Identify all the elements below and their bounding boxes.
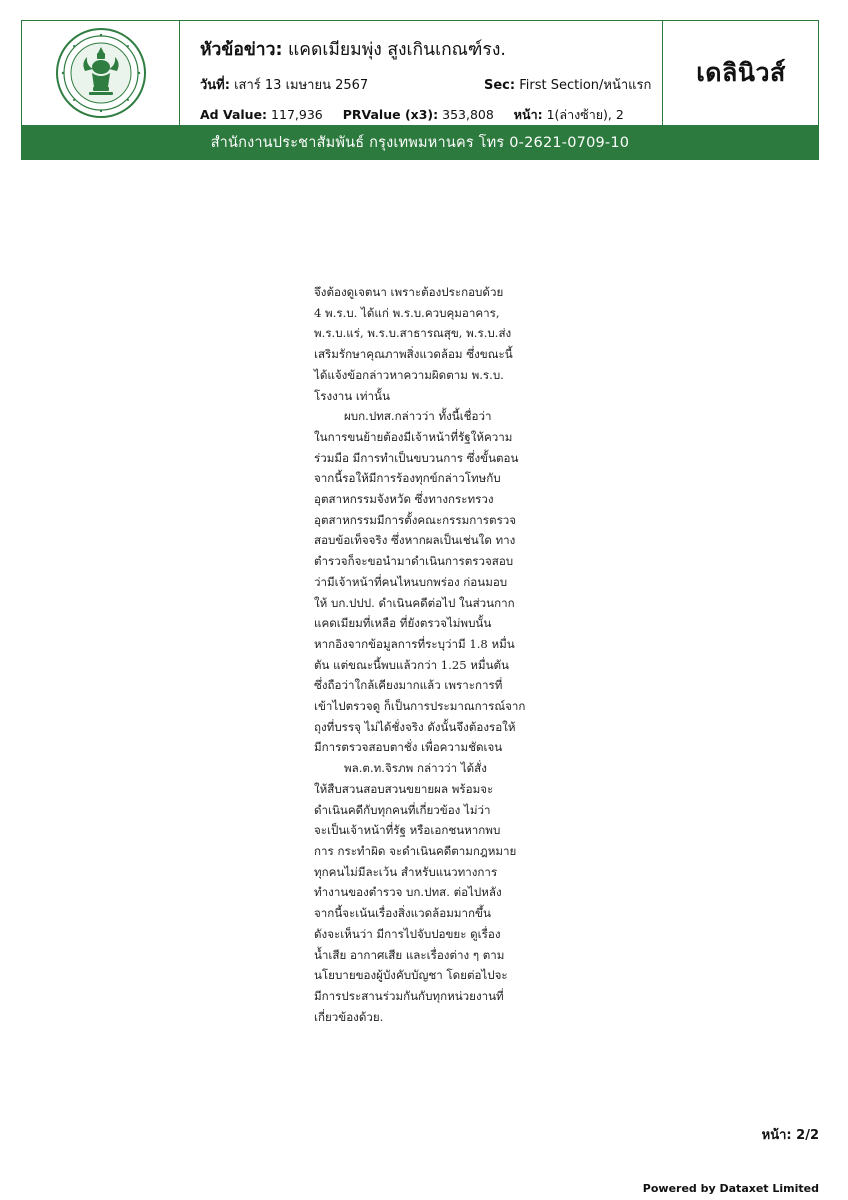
article-line: ให้ บก.ปปป. ดำเนินคดีต่อไป ในส่วนกาก [314, 595, 515, 610]
page-indicator: หน้า: 2/2 [761, 1128, 819, 1143]
value-row [200, 105, 662, 125]
date-row [200, 74, 662, 92]
article-line: 4 พ.ร.บ. ได้แก่ พ.ร.บ.ควบคุมอาคาร, [314, 305, 500, 320]
article-body [314, 282, 540, 1027]
article-line: โรงงาน เท่านั้น [314, 388, 390, 403]
article-line: พล.ต.ท.จิรภพ กล่าวว่า ได้สั่ง [344, 761, 487, 776]
article-line: ตัน แต่ขณะนี้พบแล้วกว่า 1.25 หมื่นตัน [314, 657, 509, 672]
article-line: มีการประสานร่วมกันกับทุกหน่วยงานที่ [314, 988, 504, 1003]
article-line: นโยบายของผู้บังคับบัญชา โดยต่อไปจะ [314, 968, 508, 983]
article-line: เสริมรักษาคุณภาพสิ่งแวดล้อม ซึ่งขณะนี้ [314, 347, 513, 362]
ad-value: 117,936 [271, 107, 323, 122]
bangkok-metropolitan-seal-icon [55, 27, 147, 119]
article-line: อุตสาหกรรมมีการตั้งคณะกรรมการตรวจ [314, 512, 517, 527]
article-line: ได้แจ้งข้อกล่าวหาความผิดตาม พ.ร.บ. [314, 367, 504, 382]
article-line: จากนี้จะเน้นเรื่องสิ่งแวดล้อมมากขึ้น [314, 906, 491, 921]
clipping-info [180, 21, 663, 125]
article-line: ดำเนินคดีกับทุกคนที่เกี่ยวข้อง ไม่ว่า [314, 802, 491, 817]
powered-by: Powered by Dataxet Limited [642, 1182, 819, 1195]
agency-contact-text: สำนักงานประชาสัมพันธ์ กรุงเทพมหานคร โทร 0-2621-0709-10 [210, 134, 630, 151]
agency-bar [22, 125, 818, 159]
article-line: ในการขนย้ายต้องมีเจ้าหน้าที่รัฐให้ความ [314, 429, 513, 444]
article-line: แคดเมียมที่เหลือ ที่ยังตรวจไม่พบนั้น [314, 616, 492, 631]
article-line: ว่ามีเจ้าหน้าที่คนไหนบกพร่อง ก่อนมอบ [314, 574, 508, 589]
article-line: พ.ร.บ.แร่, พ.ร.บ.สาธารณสุข, พ.ร.บ.ส่ง [314, 326, 512, 341]
section-value: First Section/หน้าแรก [519, 78, 652, 93]
article-line: เข้าไปตรวจดู ก็เป็นการประมาณการณ์จาก [314, 699, 526, 714]
ad-value-label: Ad Value: [200, 107, 268, 122]
article-line: เกี่ยวข้องด้วย. [314, 1009, 384, 1024]
article-line: น้ำเสีย อากาศเสีย และเรื่องต่าง ๆ ตาม [314, 947, 505, 962]
date-value: เสาร์ 13 เมษายน 2567 [234, 78, 369, 93]
article-line: การ กระทำผิด จะดำเนินคดีตามกฎหมาย [314, 843, 517, 858]
article-line: ทำงานของตำรวจ บก.ปทส. ต่อไปหลัง [314, 885, 502, 900]
article-line: ดังจะเห็นว่า มีการไปจับปอขยะ ดูเรื่อง [314, 926, 501, 941]
logo-cell [22, 21, 180, 125]
article-line: ร่วมมือ มีการทำเป็นขบวนการ ซึ่งขั้นตอน [314, 450, 519, 465]
headline-text: แคดเมียมพุ่ง สูงเกินเกณฑ์รง. [288, 40, 506, 60]
section-label: Sec: [484, 78, 516, 93]
article-line: ซึ่งถือว่าใกล้เคียงมากแล้ว เพราะการที่ [314, 678, 503, 693]
article-line: ให้สืบสวนสอบสวนขยายผล พร้อมจะ [314, 781, 494, 796]
pr-value-label: PRValue (x3): [342, 107, 439, 122]
article-line: ตำรวจก็จะขอนำมาดำเนินการตรวจสอบ [314, 554, 514, 569]
headline-label: หัวข้อข่าว: [200, 40, 283, 60]
newspaper-brand: เดลินิวส์ [696, 58, 786, 87]
article-line: ถุงที่บรรจุ ไม่ได้ชั่งจริง ดังนั้นจึงต้องรอให้ [314, 719, 516, 734]
article-line: ทุกคนไม่มีละเว้น สำหรับแนวทางการ [314, 864, 498, 879]
article-line: มีการตรวจสอบตาชั่ง เพื่อความชัดเจน [314, 740, 503, 755]
article-line: อุตสาหกรรมจังหวัด ซึ่งทางกระทรวง [314, 492, 494, 507]
headline-row [200, 35, 662, 63]
date-label: วันที่: [200, 78, 230, 93]
brand-cell [664, 21, 818, 125]
article-line: หากอิงจากข้อมูลการที่ระบุว่ามี 1.8 หมื่น [314, 636, 515, 651]
article-line: ผบก.ปทส.กล่าวว่า ทั้งนี้เชื่อว่า [344, 409, 492, 424]
page-value: 1(ล่างซ้าย), 2 [546, 107, 624, 122]
article-line: จะเป็นเจ้าหน้าที่รัฐ หรือเอกชนหากพบ [314, 823, 501, 838]
section-info [484, 74, 651, 95]
clipping-header [21, 20, 819, 160]
article-line: จึงต้องดูเจตนา เพราะต้องประกอบด้วย [314, 285, 504, 299]
article-line: สอบข้อเท็จจริง ซึ่งหากผลเป็นเช่นใด ทาง [314, 533, 516, 548]
pr-value: 353,808 [442, 107, 494, 122]
page-label: หน้า: [513, 107, 543, 122]
article-line: จากนี้รอให้มีการร้องทุกข์กล่าวโทษกับ [314, 471, 501, 486]
